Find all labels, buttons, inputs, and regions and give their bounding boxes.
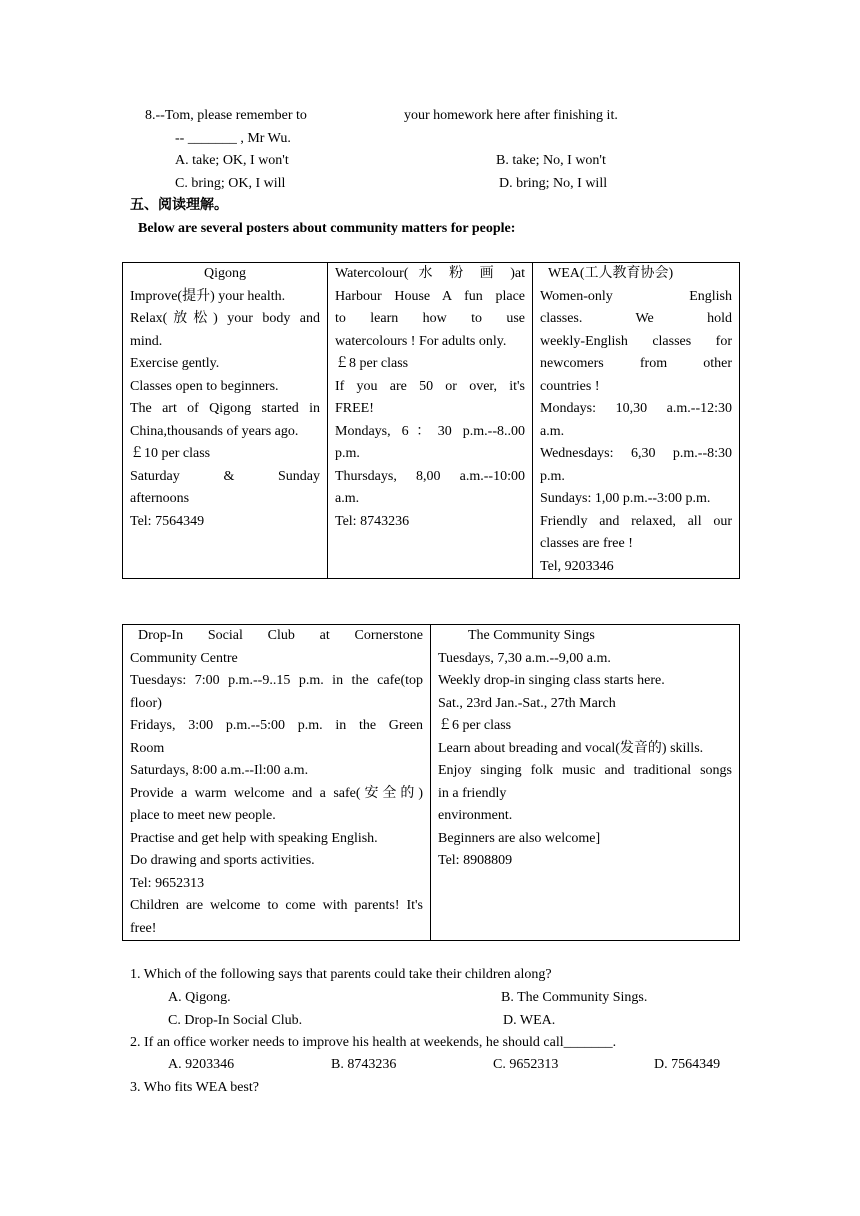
wea-line: newcomers from other [540, 356, 732, 371]
dropin-line: Saturdays, 8:00 a.m.--Il:00 a.m. [130, 763, 309, 778]
qigong-line: Exercise gently. [130, 356, 220, 371]
watercolour-line: Harbour House A fun place [335, 288, 525, 304]
q1-option-a: A. Qigong. [168, 990, 231, 1005]
watercolour-line: If you are 50 or over, it's [335, 378, 525, 394]
wea-line: Mondays: 10,30 a.m.--12:30 [540, 401, 732, 416]
qigong-price: ￡10 per class [130, 446, 211, 461]
q1-option-c: C. Drop-In Social Club. [168, 1013, 303, 1028]
section-heading: 五、阅读理解。 [130, 198, 228, 213]
dropin-line: Room [130, 740, 165, 756]
watercolour-title: Watercolour( 水 粉 画 )at [335, 266, 525, 281]
q1-option-d: D. WEA. [503, 1013, 556, 1028]
q2-option-b: B. 8743236 [331, 1057, 397, 1072]
watercolour-tel: Tel: 8743236 [335, 513, 410, 529]
q8-option-c: C. bring; OK, I will [175, 176, 286, 191]
poster-watercolour [328, 263, 533, 579]
wea-line: Wednesdays: 6,30 p.m.--8:30 [540, 446, 732, 461]
dropin-line: floor) [130, 695, 162, 711]
question-2: 2. If an office worker needs to improve his health at weekends, he should call_______. [130, 1035, 617, 1050]
q2-option-a: A. 9203346 [168, 1057, 235, 1072]
sings-line: Beginners are also welcome] [438, 830, 601, 846]
poster-dropin [123, 625, 431, 941]
section-intro: Below are several posters about community matters for people: [138, 221, 516, 236]
dropin-line: Do drawing and sports activities. [130, 853, 315, 868]
watercolour-line: FREE! [335, 401, 374, 416]
sings-title: The Community Sings [468, 628, 595, 643]
question-1: 1. Which of the following says that parents could take their children along? [130, 967, 552, 982]
dropin-line: Tuesdays: 7:00 p.m.--9..15 p.m. in the cafe(top [130, 673, 423, 688]
q2-option-d: D. 7564349 [654, 1057, 721, 1072]
qigong-line: China,thousands of years ago. [130, 423, 299, 439]
qigong-line: The art of Qigong started in [130, 401, 320, 416]
wea-title: WEA(工人教育协会) [548, 266, 674, 281]
qigong-line: Relax(放松) your body and [130, 311, 320, 326]
dropin-line: Community Centre [130, 650, 238, 666]
watercolour-line: p.m. [335, 446, 360, 461]
wea-line: p.m. [540, 468, 565, 484]
wea-line: classes are free ! [540, 536, 633, 551]
qigong-tel: Tel: 7564349 [130, 513, 205, 529]
wea-tel: Tel, 9203346 [540, 558, 614, 574]
q2-option-c: C. 9652313 [493, 1057, 559, 1072]
qigong-line: Classes open to beginners. [130, 378, 279, 394]
posters-table-2 [122, 624, 740, 941]
qigong-line: Saturday & Sunday [130, 468, 320, 484]
question-3: 3. Who fits WEA best? [130, 1080, 259, 1095]
sings-line: Weekly drop-in singing class starts here. [438, 673, 665, 688]
q8-reply: -- _______ , Mr Wu. [175, 131, 291, 146]
dropin-tel: Tel: 9652313 [130, 875, 205, 891]
sings-line: Tuesdays, 7,30 a.m.--9,00 a.m. [438, 650, 611, 666]
qigong-title: Qigong [204, 266, 246, 281]
sings-price: ￡6 per class [438, 718, 512, 733]
q8-option-d: D. bring; No, I will [499, 176, 608, 191]
q8-option-b: B. take; No, I won't [496, 153, 606, 168]
wea-line: Women-only English [540, 288, 732, 304]
wea-line: a.m. [540, 423, 565, 439]
qigong-line: mind. [130, 333, 163, 349]
sings-line: in a friendly [438, 785, 507, 801]
sings-line: Learn about breading and vocal(发音的) skills. [438, 740, 704, 756]
dropin-line: Practise and get help with speaking English. [130, 830, 378, 846]
q8-prompt-a: 8.--Tom, please remember to [145, 108, 307, 123]
watercolour-price: ￡8 per class [335, 356, 409, 371]
watercolour-line: to learn how to use [335, 311, 525, 326]
sings-tel: Tel: 8908809 [438, 853, 513, 868]
dropin-line: Fridays, 3:00 p.m.--5:00 p.m. in the Green [130, 718, 423, 733]
q1-option-b: B. The Community Sings. [501, 990, 648, 1005]
dropin-line: Provide a warm welcome and a safe(安全的) [130, 785, 423, 801]
wea-line: Friendly and relaxed, all our [540, 513, 732, 529]
wea-line: classes. We hold [540, 311, 732, 326]
watercolour-line: a.m. [335, 491, 360, 506]
dropin-line: free! [130, 920, 157, 936]
sings-line: environment. [438, 808, 513, 823]
watercolour-line: Thursdays, 8,00 a.m.--10:00 [335, 468, 525, 484]
poster-qigong [123, 263, 328, 579]
watercolour-line: Mondays, 6：30 p.m.--8..00 [335, 423, 525, 439]
sings-line: Sat., 23rd Jan.-Sat., 27th March [438, 695, 616, 711]
q8-prompt-b: your homework here after finishing it. [404, 108, 618, 123]
qigong-line: Improve(提升) your health. [130, 288, 286, 304]
poster-wea [533, 263, 740, 579]
posters-table-1 [122, 262, 740, 579]
q8-option-a: A. take; OK, I won't [175, 153, 289, 168]
sings-line: Enjoy singing folk music and traditional songs [438, 763, 732, 778]
dropin-line: Children are welcome to come with parents! It's [130, 898, 423, 913]
wea-line: weekly-English classes for [540, 333, 732, 349]
watercolour-line: watercolours ! For adults only. [335, 333, 507, 349]
qigong-line: afternoons [130, 491, 190, 506]
wea-line: countries ! [540, 378, 600, 394]
wea-line: Sundays: 1,00 p.m.--3:00 p.m. [540, 491, 711, 506]
dropin-title: Drop-In Social Club at Cornerstone [138, 628, 423, 643]
poster-community-sings [431, 625, 740, 941]
dropin-line: place to meet new people. [130, 808, 276, 823]
